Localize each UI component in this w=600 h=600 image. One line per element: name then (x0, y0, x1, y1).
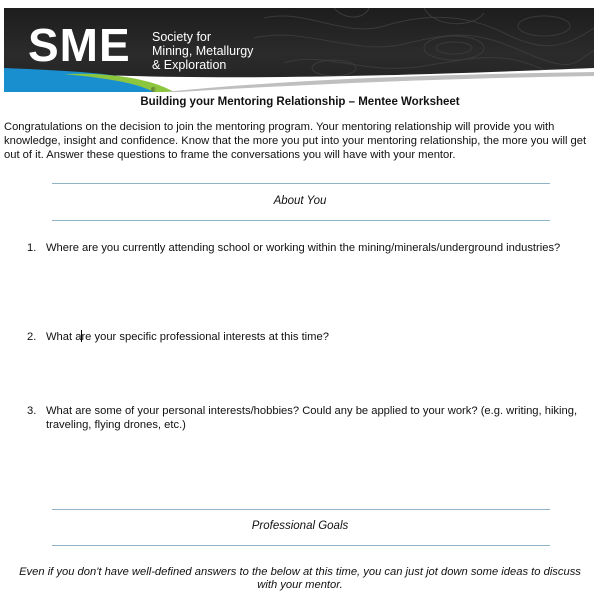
registered-mark: ® (151, 88, 156, 92)
section-about-you: About You (273, 195, 327, 207)
question-1: 1. Where are you currently attending school or working within the mining/minerals/underground industries? (27, 242, 561, 254)
document-title: Building your Mentoring Relationship – Mentee Worksheet (140, 96, 460, 108)
goals-note: Even if you don't have well-defined answers to the below at this time, you can just jot down some ideas to discuss with your mentor. (19, 566, 581, 591)
divider-top (52, 183, 550, 184)
sme-logo: SME (28, 19, 131, 71)
sme-header-banner (4, 8, 594, 92)
organization-name: Society for Mining, Metallurgy & Exploration (152, 30, 254, 72)
divider-goals-bottom (52, 545, 550, 546)
question-2: 2. What are your specific professional interests at this time? (27, 330, 587, 344)
intro-paragraph: Congratulations on the decision to join the mentoring program. Your mentoring relationship will provide you with knowledge, insight and confidence. Know that the more you put into your mentoring relationship, the more you will get out of it. Answer these questions to frame the conversations you will have with your mentor. (4, 121, 587, 161)
question-3: 3. What are some of your personal interests/hobbies? Could any be applied to your work? (e.g. writing, hiking, traveling, flying drones, etc.) (27, 405, 578, 431)
section-professional-goals: Professional Goals (251, 520, 349, 532)
divider-goals-top (52, 509, 550, 510)
divider-bottom (52, 220, 550, 221)
question-2-text[interactable]: What are your specific professional interests at this time? (46, 331, 329, 343)
